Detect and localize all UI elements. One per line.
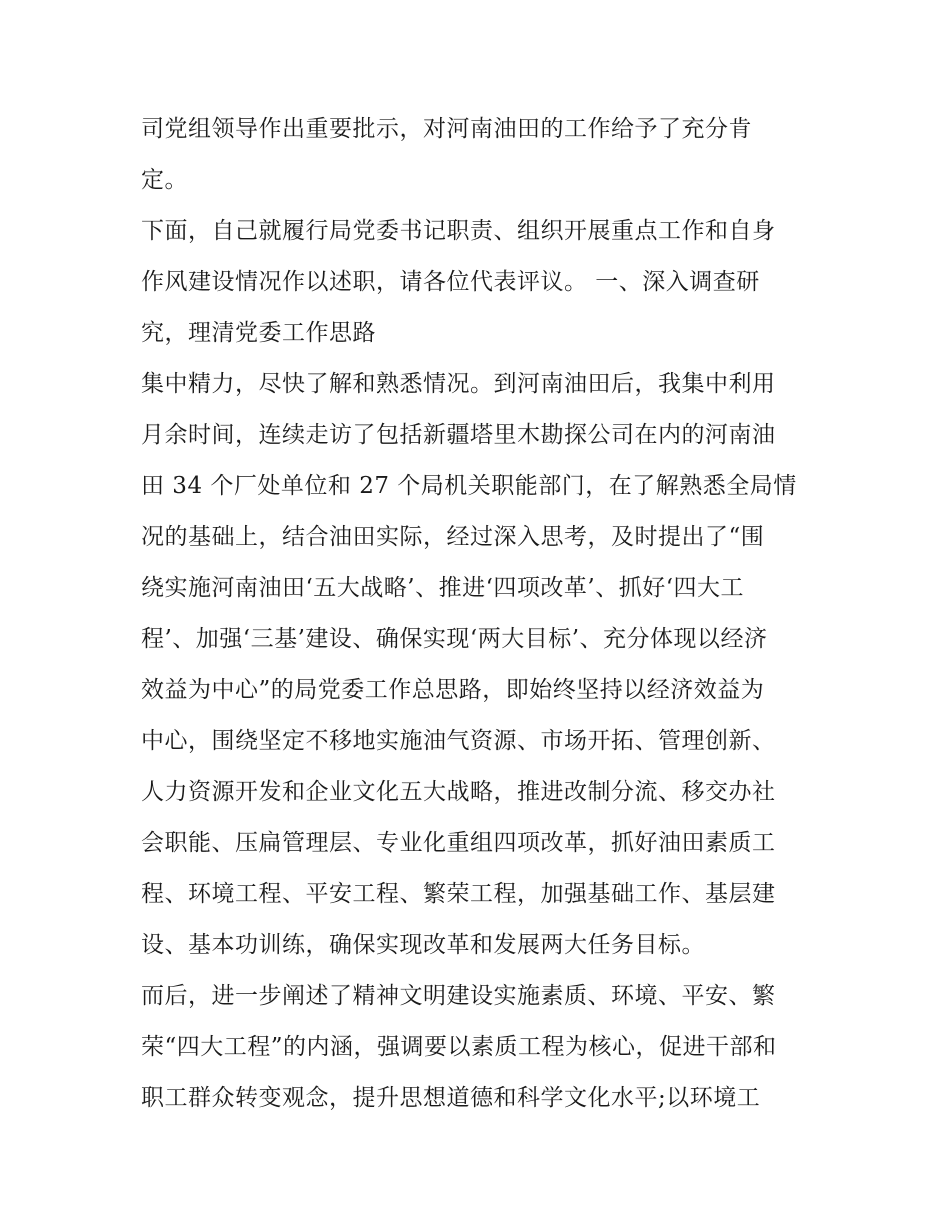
text-line: 人力资源开发和企业文化五大战略，推进改制分流、移交办社 — [141, 779, 776, 805]
text-line: 况的基础上，结合油田实际，经过深入思考，及时提出了“围 — [141, 524, 765, 550]
text-line: 职工群众转变观念，提升思想道德和科学文化水平;以环境工 — [141, 1085, 761, 1111]
text-line: 而后，进一步阐述了精神文明建设实施素质、环境、平安、繁 — [141, 983, 776, 1009]
text-line: 中心，围绕坚定不移地实施油气资源、市场开拓、管理创新、 — [141, 728, 776, 754]
body-text — [141, 104, 821, 1124]
text-line: 荣“四大工程”的内涵，强调要以素质工程为核心，促进干部和 — [141, 1034, 777, 1060]
text-line: 作风建设情况作以述职，请各位代表评议。 一、深入调查研 — [141, 269, 760, 295]
text-line: 定。 — [141, 167, 188, 193]
text-line: 司党组领导作出重要批示，对河南油田的工作给予了充分肯 — [141, 116, 752, 142]
text-line: 会职能、压扁管理层、专业化重组四项改革，抓好油田素质工 — [141, 830, 776, 856]
text-line: 程’、加强‘三基’建设、确保实现‘两大目标’、充分体现以经济 — [141, 626, 768, 652]
text-line: 程、环境工程、平安工程、繁荣工程，加强基础工作、基层建 — [141, 881, 776, 907]
text-line: 设、基本功训练，确保实现改革和发展两大任务目标。 — [141, 932, 705, 958]
text-line: 集中精力，尽快了解和熟悉情况。到河南油田后，我集中利用 — [141, 371, 776, 397]
text-line: 绕实施河南油田‘五大战略’、推进‘四项改革’、抓好‘四大工 — [141, 575, 745, 601]
text-line: 田 34 个厂处单位和 27 个局机关职能部门，在了解熟悉全局情 — [141, 473, 797, 499]
text-line: 下面，自己就履行局党委书记职责、组织开展重点工作和自身 — [141, 218, 776, 244]
text-line: 月余时间，连续走访了包括新疆塔里木勘探公司在内的河南油 — [141, 422, 776, 448]
text-line: 效益为中心”的局党委工作总思路，即始终坚持以经济效益为 — [141, 677, 765, 703]
text-line: 究，理清党委工作思路 — [141, 320, 376, 346]
